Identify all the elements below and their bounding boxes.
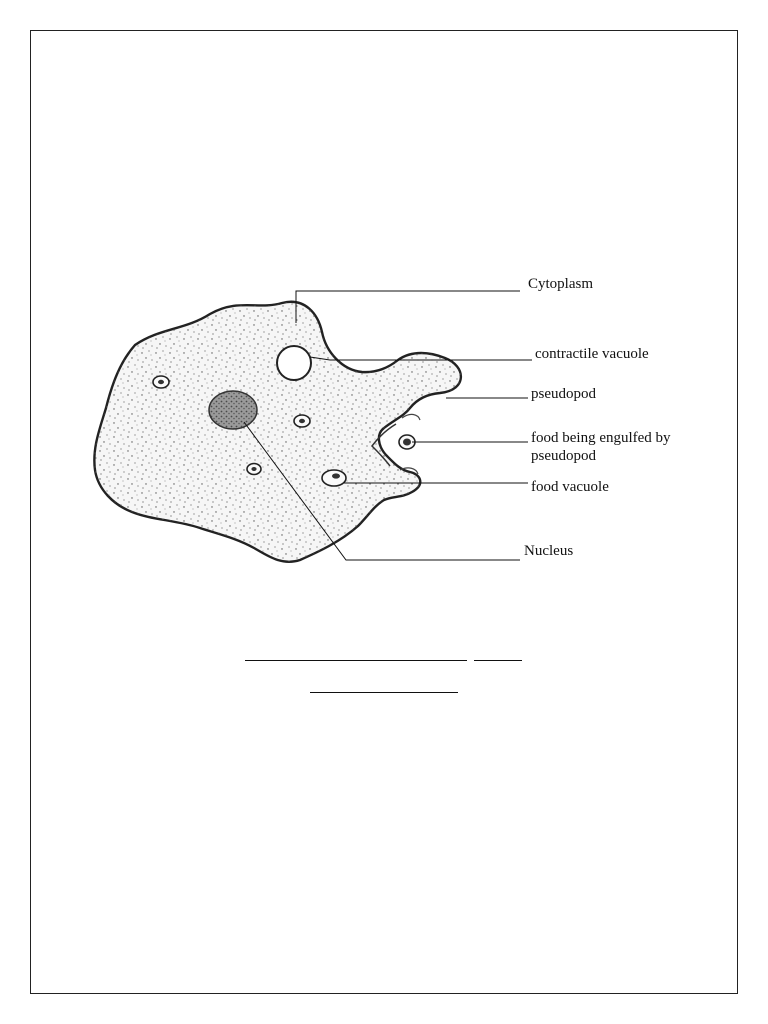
cytoplasm-leader	[296, 291, 520, 323]
label-nucleus: Nucleus	[524, 543, 574, 559]
label-pseudopod: pseudopod	[531, 386, 596, 402]
label-food-vacuole: food vacuole	[531, 479, 609, 495]
answer-blank-3[interactable]	[310, 692, 458, 693]
label-cytoplasm: Cytoplasm	[528, 276, 594, 292]
label-contractile-vacuole: contractile vacuole	[535, 346, 649, 362]
answer-blank-1[interactable]	[245, 660, 467, 661]
label-food-engulfed-line1: food being engulfed by	[531, 430, 671, 446]
nucleus	[209, 391, 257, 429]
contractile-vacuole	[277, 346, 311, 380]
label-food-engulfed-line2: pseudopod	[531, 448, 596, 464]
answer-blank-2[interactable]	[474, 660, 522, 661]
